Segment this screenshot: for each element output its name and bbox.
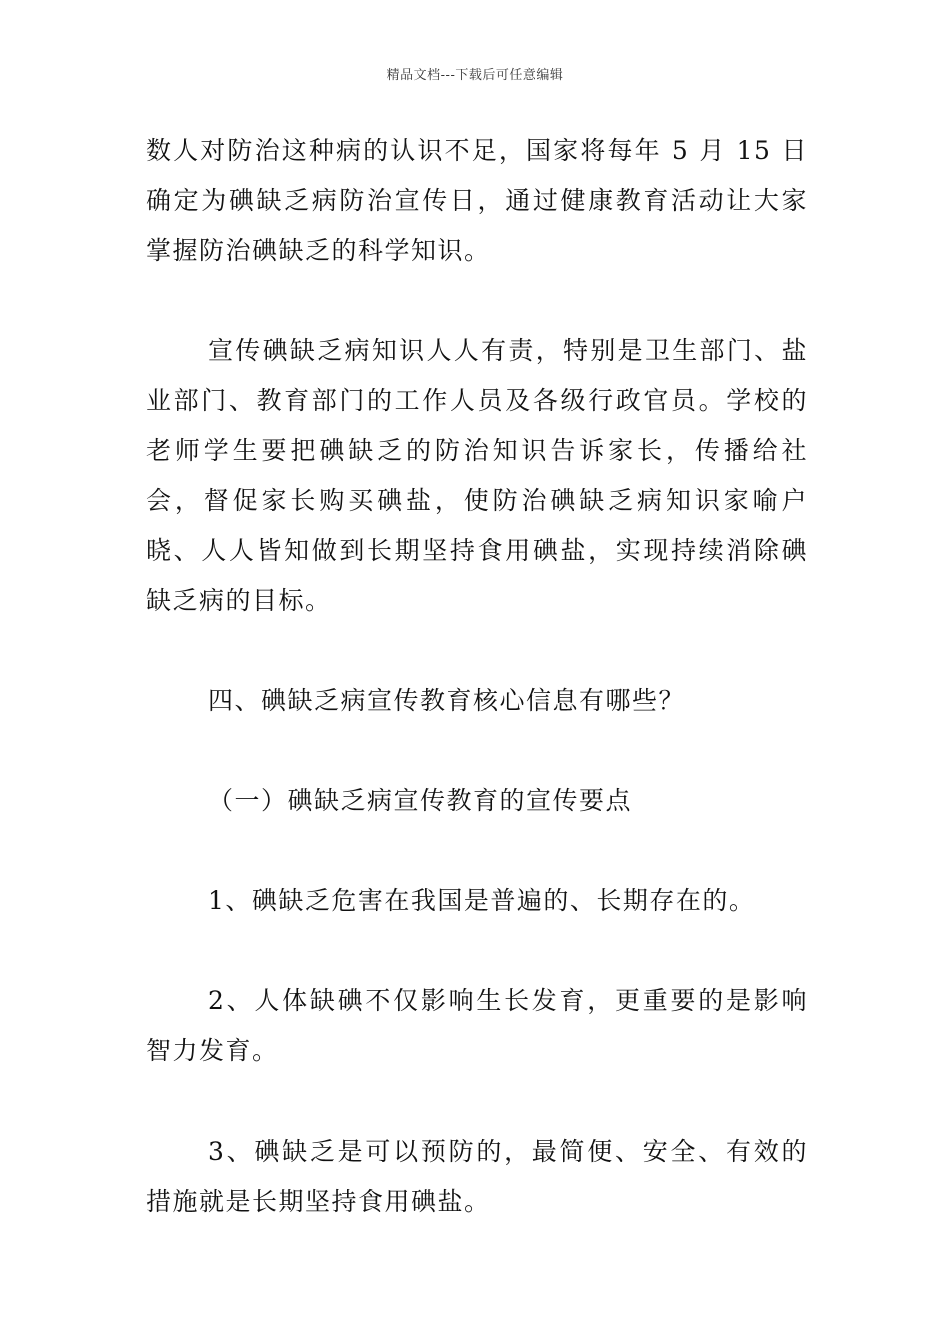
subsection-heading-one: （一）碘缺乏病宣传教育的宣传要点 <box>208 786 633 815</box>
list-item-1: 1、碘缺乏危害在我国是普遍的、长期存在的。 <box>208 886 756 915</box>
list-item-3: 3、碘缺乏是可以预防的，最简便、安全、有效的措施就是长期坚持食用碘盐。 <box>146 1137 808 1216</box>
page-header: 精品文档---下载后可任意编辑 <box>386 68 564 83</box>
paragraph-iodine-day: 数人对防治这种病的认识不足，国家将每年 5 月 15 日确定为碘缺乏病防治宣传日，通过健康教育活动让大家掌握防治碘缺乏的科学知识。 <box>146 136 808 265</box>
section-heading-four: 四、碘缺乏病宣传教育核心信息有哪些？ <box>208 686 686 715</box>
paragraph-publicity-responsibility: 宣传碘缺乏病知识人人有责，特别是卫生部门、盐业部门、教育部门的工作人员及各级行政官员。学校的老师学生要把碘缺乏的防治知识告诉家长，传播给社会，督促家长购买碘盐，使防治碘缺乏病知识家喻户晓、人人皆知做到长期坚持食用碘盐，实现持续消除碘缺乏病的目标。 <box>146 336 808 615</box>
list-item-2: 2、人体缺碘不仅影响生长发育，更重要的是影响智力发育。 <box>146 986 808 1065</box>
